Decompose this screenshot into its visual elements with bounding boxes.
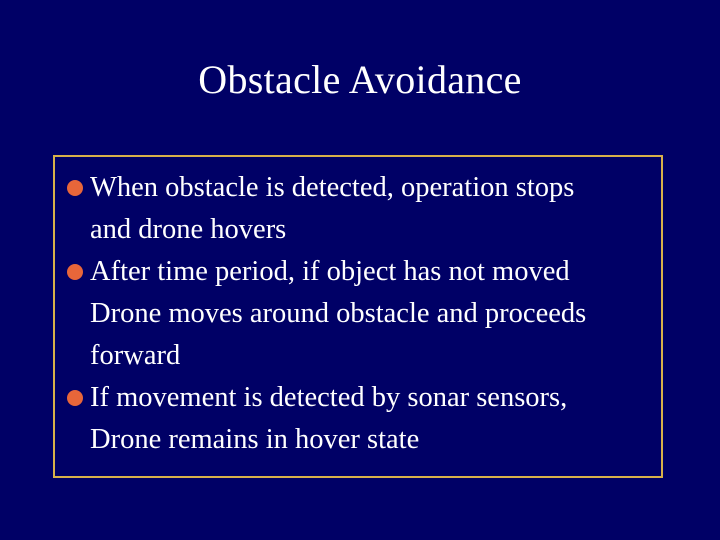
slide-title: Obstacle Avoidance — [198, 57, 522, 102]
bullet-item — [55, 167, 650, 251]
bullet-dot-icon — [67, 264, 83, 280]
bullet-line: Drone remains in hover state — [90, 424, 420, 455]
bullet-item — [55, 377, 650, 461]
bullet-line: forward — [90, 340, 181, 371]
bullet-item — [55, 251, 650, 377]
bullet-list — [55, 167, 650, 461]
bullet-dot-icon — [67, 390, 83, 406]
content-box — [53, 155, 663, 478]
bullet-dot-icon — [67, 180, 83, 196]
bullet-line: After time period, if object has not moved — [90, 256, 570, 287]
bullet-line: When obstacle is detected, operation stops — [90, 172, 575, 203]
bullet-line: Drone moves around obstacle and proceeds — [90, 298, 587, 329]
bullet-line: If movement is detected by sonar sensors, — [90, 382, 568, 413]
bullet-line: and drone hovers — [90, 214, 287, 245]
